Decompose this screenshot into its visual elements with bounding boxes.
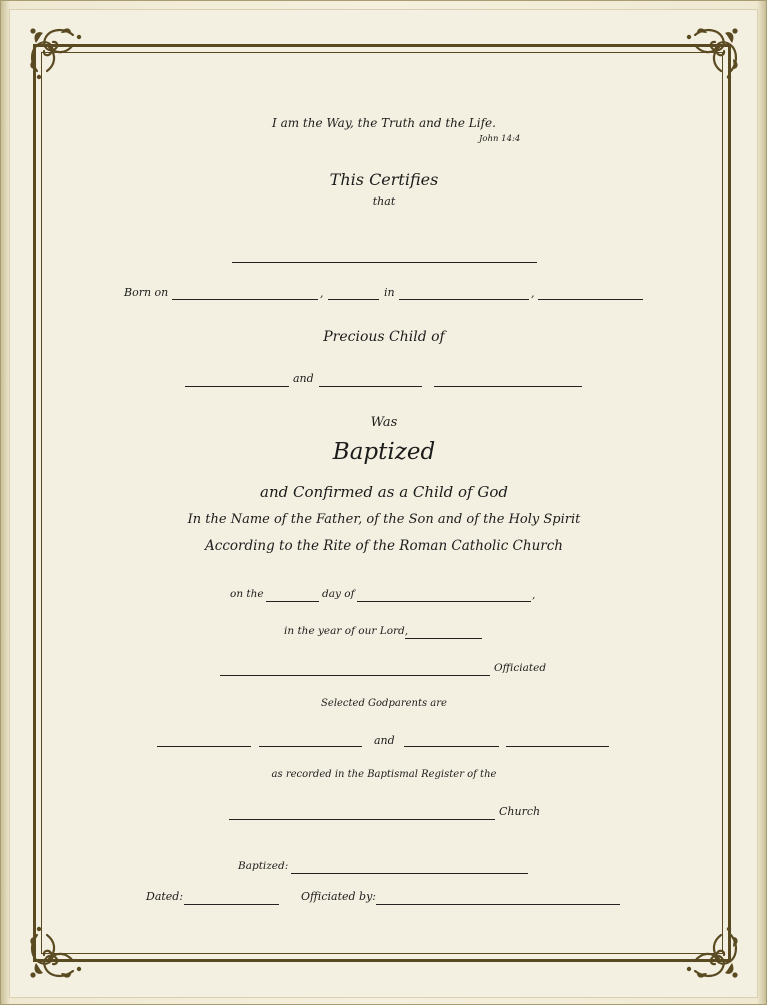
scripture-reference: John 14:4 bbox=[479, 134, 521, 144]
godparent-1-last-field[interactable] bbox=[259, 746, 362, 747]
rite-line: According to the Rite of the Roman Catholic Church bbox=[205, 538, 563, 554]
dated-field[interactable] bbox=[184, 904, 279, 905]
church-name-field[interactable] bbox=[229, 819, 495, 820]
birth-state-field[interactable] bbox=[538, 299, 643, 300]
this-certifies-heading: This Certifies bbox=[329, 170, 439, 189]
birth-date-field[interactable] bbox=[172, 299, 318, 300]
flourish-corner-icon bbox=[23, 919, 89, 985]
trinity-line: In the Name of the Father, of the Son and of the Holy Spirit bbox=[187, 512, 581, 527]
parent-surname-field[interactable] bbox=[434, 386, 582, 387]
officiated-by-label: Officiated by: bbox=[301, 890, 376, 903]
godparent-2-first-field[interactable] bbox=[404, 746, 499, 747]
parent-1-field[interactable] bbox=[185, 386, 289, 387]
that-label: that bbox=[372, 195, 396, 208]
flourish-corner-icon bbox=[679, 21, 745, 87]
born-comma-1: , bbox=[320, 287, 324, 300]
officiant-field[interactable] bbox=[220, 675, 490, 676]
child-name-field[interactable] bbox=[232, 262, 537, 263]
birth-year-field[interactable] bbox=[328, 299, 379, 300]
birth-city-field[interactable] bbox=[399, 299, 529, 300]
in-label: in bbox=[384, 286, 395, 299]
year-label: in the year of our Lord, bbox=[284, 625, 409, 637]
born-on-label: Born on bbox=[124, 286, 169, 299]
scripture-verse: I am the Way, the Truth and the Life. bbox=[272, 116, 496, 130]
precious-child-heading: Precious Child of bbox=[323, 329, 445, 345]
baptism-year-field[interactable] bbox=[405, 638, 482, 639]
was-label: Was bbox=[370, 415, 398, 430]
flourish-corner-icon bbox=[23, 21, 89, 87]
baptized-heading: Baptized bbox=[332, 439, 436, 465]
day-of-label: day of bbox=[322, 588, 355, 600]
church-label: Church bbox=[499, 805, 541, 818]
godparents-label: Selected Godparents are bbox=[321, 698, 447, 709]
born-comma-2: , bbox=[531, 287, 535, 300]
baptism-day-field[interactable] bbox=[266, 601, 319, 602]
baptism-month-field[interactable] bbox=[357, 601, 531, 602]
officiated-by-field[interactable] bbox=[376, 904, 620, 905]
dated-label: Dated: bbox=[146, 890, 184, 903]
officiated-label: Officiated bbox=[494, 662, 547, 674]
parent-2-field[interactable] bbox=[319, 386, 422, 387]
flourish-corner-icon bbox=[679, 919, 745, 985]
confirmed-line: and Confirmed as a Child of God bbox=[260, 483, 508, 501]
day-comma: , bbox=[532, 589, 536, 601]
baptized-signature-field[interactable] bbox=[291, 873, 528, 874]
on-the-label: on the bbox=[230, 588, 264, 600]
register-label: as recorded in the Baptismal Register of the bbox=[271, 769, 497, 780]
parents-and-label: and bbox=[293, 372, 314, 385]
godparent-1-first-field[interactable] bbox=[157, 746, 251, 747]
baptized-signature-label: Baptized: bbox=[238, 860, 289, 872]
godparent-2-last-field[interactable] bbox=[506, 746, 609, 747]
godparents-and-label: and bbox=[374, 734, 395, 747]
